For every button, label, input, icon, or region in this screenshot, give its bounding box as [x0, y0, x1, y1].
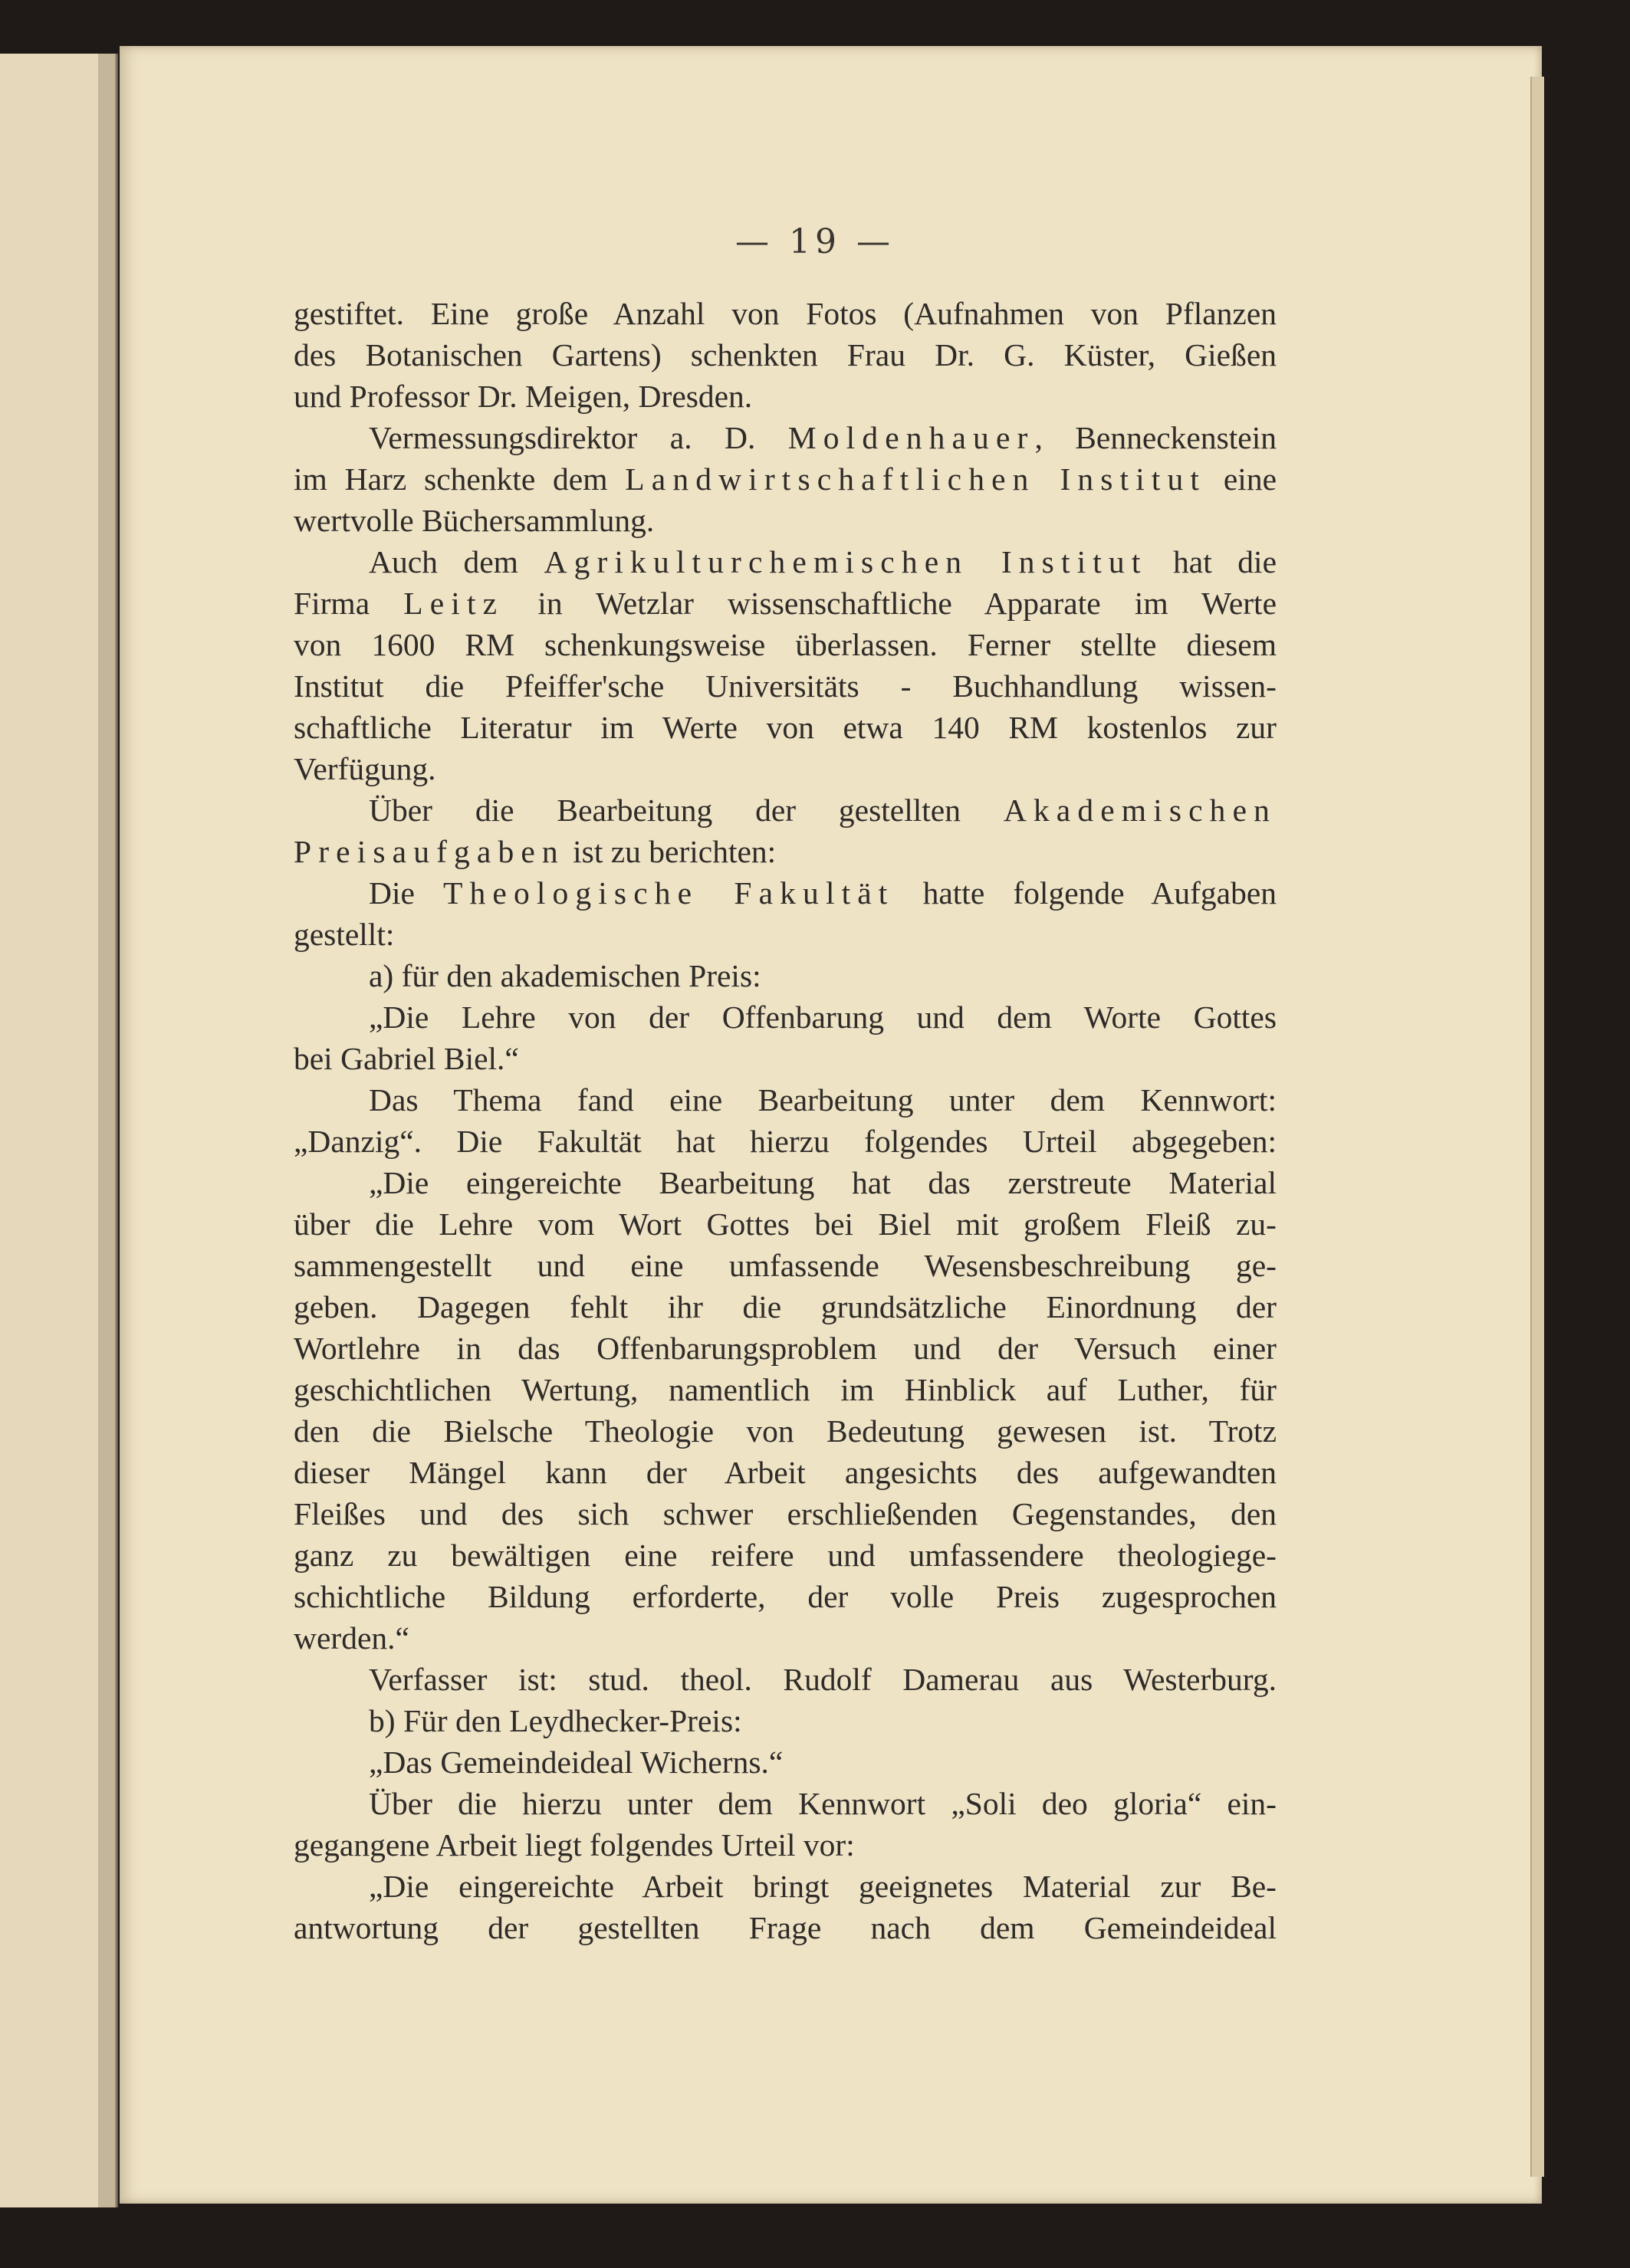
- text-line: Wortlehre in das Offenbarungsproblem und der Versuch einer: [294, 1331, 1277, 1366]
- text-line: schaftliche Literatur im Werte von etwa 140 RM kostenlos zur: [294, 710, 1277, 745]
- text-line: gestellt:: [294, 917, 395, 952]
- text-segment: ist zu berichten:: [564, 834, 777, 869]
- text-line: „Die eingereichte Arbeit bringt geeignetes Material zur Be-: [369, 1869, 1277, 1904]
- text-segment: Firma: [294, 586, 404, 621]
- text-segment: im Harz schenkte dem: [294, 461, 626, 497]
- text-line: [294, 417, 1277, 458]
- text-segment: eine: [1206, 461, 1277, 497]
- text-line: geben. Dagegen fehlt ihr die grundsätzliche Einordnung der: [294, 1289, 1277, 1324]
- text-line: [294, 458, 1277, 500]
- text-line: Über die hierzu unter dem Kennwort „Soli deo gloria“ ein-: [369, 1786, 1277, 1821]
- text-line: ganz zu bewältigen eine reifere und umfassendere theologiege-: [294, 1538, 1277, 1573]
- text-line: „Danzig“. Die Fakultät hat hierzu folgendes Urteil abgegeben:: [294, 1124, 1277, 1159]
- text-segment: Auch dem: [369, 544, 544, 579]
- text-line: und Professor Dr. Meigen, Dresden.: [294, 379, 753, 414]
- text-line: dieser Mängel kann der Arbeit angesichts des aufgewandten: [294, 1455, 1277, 1490]
- text-line: [294, 872, 1277, 914]
- text-line: [294, 789, 1277, 831]
- text-line: Das Thema fand eine Bearbeitung unter dem Kennwort:: [369, 1082, 1277, 1118]
- text-line: von 1600 RM schenkungsweise überlassen. Ferner stellte diesem: [294, 627, 1277, 662]
- spaced-emphasis: Akademischen: [1003, 793, 1277, 828]
- spaced-emphasis: Landwirtschaftlichen Institut: [625, 461, 1207, 497]
- text-line: [294, 541, 1277, 583]
- text-line: Verfügung.: [294, 751, 436, 786]
- text-line: antwortung der gestellten Frage nach dem Gemeindeideal: [294, 1910, 1277, 1945]
- text-line: den die Bielsche Theologie von Bedeutung gewesen ist. Trotz: [294, 1413, 1277, 1449]
- page-number: — 19 —: [735, 222, 895, 261]
- text-line: Verfasser ist: stud. theol. Rudolf Damerau aus Westerburg.: [369, 1662, 1277, 1697]
- text-segment: Die: [369, 875, 444, 911]
- text-line: geschichtlichen Wertung, namentlich im Hinblick auf Luther, für: [294, 1372, 1277, 1407]
- spaced-emphasis: Theologische Fakultät: [443, 875, 895, 911]
- book-gutter: [98, 54, 118, 2207]
- text-segment: Vermessungsdirektor a. D.: [369, 420, 788, 455]
- text-line: b) Für den Leydhecker-Preis:: [369, 1703, 742, 1738]
- text-line: gestiftet. Eine große Anzahl von Fotos (Aufnahmen von Pflanzen: [294, 296, 1277, 331]
- text-line: des Botanischen Gartens) schenkten Frau Dr. G. Küster, Gießen: [294, 337, 1277, 373]
- text-line: „Das Gemeindeideal Wicherns.“: [369, 1744, 784, 1780]
- spaced-emphasis: Leitz: [403, 586, 504, 621]
- spaced-emphasis: Preisaufgaben: [294, 834, 565, 869]
- body-text: [294, 293, 1277, 1948]
- text-line: „Die eingereichte Bearbeitung hat das zerstreute Material: [369, 1165, 1277, 1200]
- text-line: Fleißes und des sich schwer erschließenden Gegenstandes, den: [294, 1496, 1277, 1531]
- text-segment: hatte folgende Aufgaben: [894, 875, 1277, 911]
- text-line: über die Lehre vom Wort Gottes bei Biel mit großem Fleiß zu-: [294, 1206, 1277, 1242]
- spaced-emphasis: Agrikulturchemischen Institut: [544, 544, 1148, 579]
- text-line: sammengestellt und eine umfassende Wesensbeschreibung ge-: [294, 1248, 1277, 1283]
- text-line: [294, 583, 1277, 624]
- text-line: gegangene Arbeit liegt folgendes Urteil vor:: [294, 1827, 855, 1863]
- text-line: wertvolle Büchersammlung.: [294, 503, 655, 538]
- text-line: Institut die Pfeiffer'sche Universitäts - Buchhandlung wissen-: [294, 668, 1277, 704]
- text-segment: , Benneckenstein: [1034, 420, 1277, 455]
- page-fore-edge: [1530, 77, 1544, 2177]
- spaced-emphasis: Moldenhauer: [787, 420, 1035, 455]
- text-line: bei Gabriel Biel.“: [294, 1041, 519, 1076]
- text-line: a) für den akademischen Preis:: [369, 958, 761, 993]
- text-segment: hat die: [1147, 544, 1277, 579]
- text-line: schichtliche Bildung erforderte, der volle Preis zugesprochen: [294, 1579, 1277, 1614]
- text-line: „Die Lehre von der Offenbarung und dem Worte Gottes: [369, 999, 1277, 1035]
- text-line: werden.“: [294, 1620, 409, 1656]
- text-segment: Über die Bearbeitung der gestellten: [369, 793, 1004, 828]
- text-segment: in Wetzlar wissenschaftliche Apparate im Werte: [504, 586, 1277, 621]
- text-line: [294, 831, 1277, 872]
